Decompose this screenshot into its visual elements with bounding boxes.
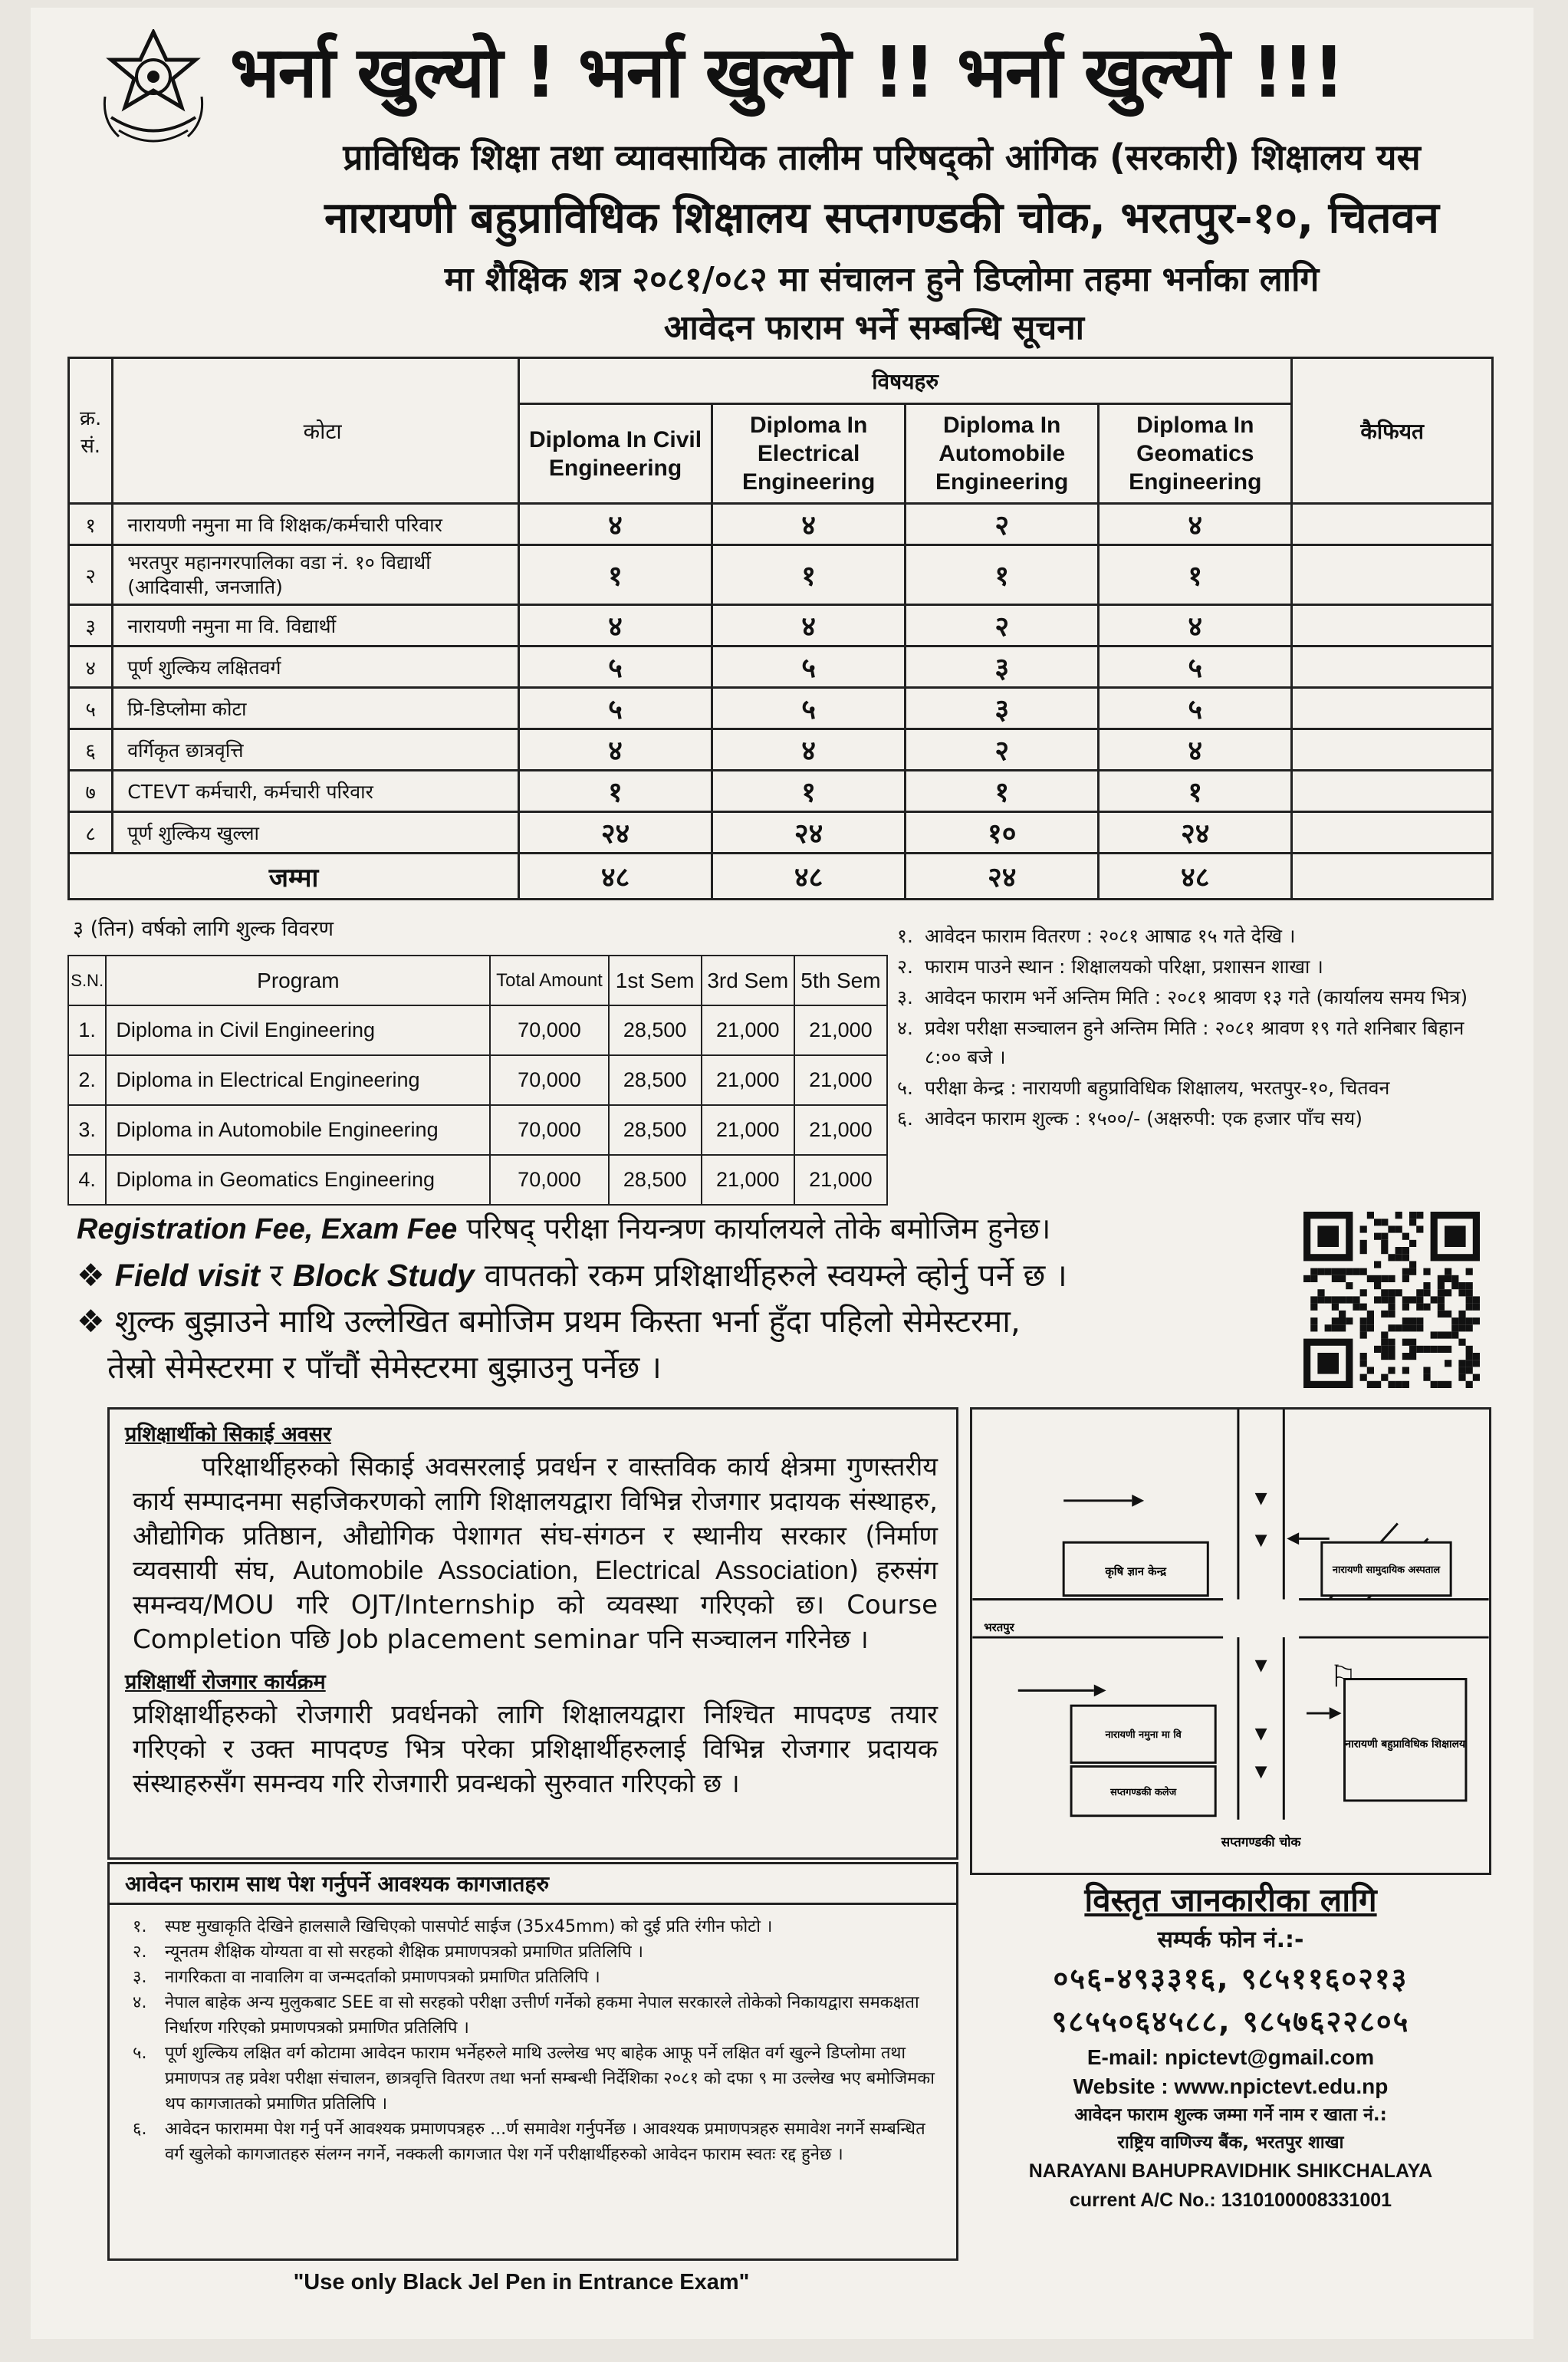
fee-col-sem5: 5th Sem	[794, 956, 887, 1005]
seat-count: १	[519, 771, 712, 812]
remarks-cell	[1292, 545, 1493, 605]
seat-count: १	[1099, 545, 1292, 605]
seat-count: १	[712, 545, 906, 605]
remarks-cell	[1292, 605, 1493, 646]
row-sn: ७	[69, 771, 113, 812]
fee-table-title: ३ (तिन) वर्षको लागि शुल्क विवरण	[73, 917, 334, 941]
required-documents-heading: आवेदन फाराम साथ पेश गर्नुपर्ने आवश्यक कागजातहरु	[110, 1864, 956, 1905]
seat-count: १	[1099, 771, 1292, 812]
saptagandaki-college-label: सप्तगण्डकी कलेज	[1110, 1787, 1177, 1799]
remarks-cell	[1292, 771, 1493, 812]
remarks-cell	[1292, 854, 1493, 900]
flag-icon: ⚐	[1329, 1659, 1357, 1695]
notice-subject: आवेदन फाराम भर्ने सम्बन्धि सूचना	[663, 308, 1085, 347]
row-quota: नारायणी नमुना मा वि शिक्षक/कर्मचारी परिवार	[113, 504, 519, 545]
quota-table	[67, 357, 1494, 900]
notice-sheet	[31, 8, 1533, 2339]
list-item	[897, 1014, 1495, 1072]
fee-sem1: 28,500	[609, 1055, 702, 1105]
fee-sn: 1.	[68, 1005, 106, 1055]
item-number: १.	[133, 1917, 147, 1936]
remarks-cell	[1292, 812, 1493, 854]
item-number: २.	[897, 956, 913, 978]
seat-count: ५	[519, 688, 712, 729]
registration-fee-text: परिषद् परीक्षा नियन्त्रण कार्यालयले तोके बमोजिम हुनेछ।	[457, 1212, 1051, 1245]
footer-note: "Use only Black Jel Pen in Entrance Exam"	[293, 2270, 750, 2295]
seat-count: २	[906, 504, 1099, 545]
fee-col-total: Total Amount	[490, 956, 608, 1005]
fee-total: 70,000	[490, 1155, 608, 1205]
list-item	[897, 1074, 1495, 1103]
seat-count: २	[906, 729, 1099, 771]
list-item	[133, 1965, 941, 1990]
table-row	[68, 1155, 887, 1205]
table-row	[69, 504, 1493, 545]
phone-label: सम्पर्क फोन नं.:-	[1157, 1926, 1304, 1953]
list-item	[133, 1939, 941, 1965]
seat-count: ५	[712, 646, 906, 688]
fee-total: 70,000	[490, 1005, 608, 1055]
fee-total: 70,000	[490, 1055, 608, 1105]
item-number: ३.	[133, 1968, 147, 1987]
fee-sem1: 28,500	[609, 1005, 702, 1055]
item-text: परीक्षा केन्द्र : नारायणी बहुप्राविधिक शिक्षालय, भरतपुर-१०, चितवन	[925, 1077, 1390, 1099]
learning-opportunity-box	[107, 1407, 958, 1860]
location-map	[970, 1407, 1491, 1875]
list-item	[897, 922, 1495, 951]
fee-col-sem3: 3rd Sem	[702, 956, 794, 1005]
item-text: फाराम पाउने स्थान : शिक्षालयको परिक्षा, प्रशासन शाखा ।	[925, 956, 1323, 978]
col-subjects: विषयहरु	[519, 358, 1292, 404]
item-number: ६.	[133, 2120, 147, 2139]
fee-sem5: 21,000	[794, 1105, 887, 1155]
remarks-cell	[1292, 504, 1493, 545]
seat-count: १	[712, 771, 906, 812]
list-item	[897, 983, 1495, 1012]
seat-count: १	[906, 771, 1099, 812]
table-row	[69, 605, 1493, 646]
email-text: E-mail: npictevt@gmail.com	[1086, 2045, 1375, 2069]
fee-total: 70,000	[490, 1105, 608, 1155]
seat-count: ४	[1099, 504, 1292, 545]
qr-code-icon	[1303, 1212, 1480, 1388]
item-text: आवेदन फाराम भर्ने अन्तिम मिति : २०८१ श्रावण १३ गते (कार्यालय समय भित्र)	[925, 986, 1468, 1008]
seat-count: ४	[712, 729, 906, 771]
contact-info	[970, 1877, 1491, 2215]
row-sn: ५	[69, 688, 113, 729]
fee-col-sn: S.N.	[68, 956, 106, 1005]
item-number: ५.	[133, 2044, 147, 2063]
installment-note-line-2: तेस्रो सेमेस्टरमा र पाँचौं सेमेस्टरमा बुझाउनु पर्नेछ ।	[107, 1349, 662, 1386]
table-row	[69, 812, 1493, 854]
field-visit-text: वापतको रकम प्रशिक्षार्थीहरुले स्वयम्ले व्होर्नु पर्ने छ ।	[474, 1257, 1067, 1294]
fee-sem3: 21,000	[702, 1005, 794, 1055]
fee-notes	[77, 1206, 1273, 1390]
table-row	[69, 646, 1493, 688]
remarks-cell	[1292, 688, 1493, 729]
field-visit-note	[77, 1252, 1273, 1298]
item-text: प्रवेश परीक्षा सञ्चालन हुने अन्तिम मिति : २०८१ श्रावण १९ गते शनिबार बिहान ८:०० बजे ।	[925, 1017, 1464, 1068]
learning-opportunity-heading: प्रशिक्षार्थीको सिकाई अवसर	[125, 1423, 332, 1446]
item-text: न्यूनतम शैक्षिक योग्यता वा सो सरहको शैक्षिक प्रमाणपत्रको प्रमाणित प्रतिलिपि ।	[165, 1943, 643, 1962]
col-quota: कोटा	[113, 358, 519, 504]
fee-sem5: 21,000	[794, 1005, 887, 1055]
diamond-bullet-icon: ❖	[77, 1257, 115, 1294]
account-note: आवेदन फाराम शुल्क जम्मा गर्ने नाम र खाता नं.:	[1074, 2105, 1387, 2125]
list-item	[133, 1914, 941, 1939]
row-quota: CTEVT कर्मचारी, कर्मचारी परिवार	[113, 771, 519, 812]
fee-program: Diploma in Automobile Engineering	[106, 1105, 490, 1155]
fee-program: Diploma in Electrical Engineering	[106, 1055, 490, 1105]
row-sn: ८	[69, 812, 113, 854]
seat-count: ४	[519, 605, 712, 646]
documents-list	[110, 1905, 956, 2167]
row-quota: वर्गिकृत छात्रवृत्ति	[113, 729, 519, 771]
polytechnic-label: नारायणी बहुप्राविधिक शिक्षालय	[1345, 1738, 1466, 1751]
seat-count: ५	[1099, 646, 1292, 688]
total-count: २४	[906, 854, 1099, 900]
row-sn: १	[69, 504, 113, 545]
seat-count: २४	[1099, 812, 1292, 854]
program-head-geomatics: Diploma In Geomatics Engineering	[1099, 404, 1292, 504]
header-line-1: प्राविधिक शिक्षा तथा व्यावसायिक तालीम परिषद्को आंगिक (सरकारी) शिक्षालय यस	[343, 137, 1421, 178]
bank-name: राष्ट्रिय वाणिज्य बैंक, भरतपुर शाखा	[1117, 2133, 1344, 2153]
item-text: नेपाल बाहेक अन्य मुलुकबाट SEE वा सो सरहको परीक्षा उत्तीर्ण गर्नेको हकमा नेपाल सरकारले तोकेको निकायद्वारा समकक्षता निर्धारण गरिएको प्रमाणपत्रको प्रमाणित प्रतिलिपि ।	[165, 1993, 919, 2038]
government-emblem-icon	[96, 29, 211, 160]
fee-program: Diploma in Geomatics Engineering	[106, 1155, 490, 1205]
employment-program-text: प्रशिक्षार्थीहरुको रोजगारी प्रवर्धनको लागि शिक्षालयद्वारा निश्चित मापदण्ड तयार गरिएको र उक्त मापदण्ड भित्र परेका प्रशिक्षार्थीहरुलाई विभिन्न रोजगार प्रदायक संस्थाहरुसँग समन्वय गरि रोजगारी प्रवन्धको सुरुवात गरिएको छ ।	[133, 1699, 938, 1799]
total-row	[69, 854, 1493, 900]
seat-count: ५	[519, 646, 712, 688]
fee-sem3: 21,000	[702, 1055, 794, 1105]
fee-sn: 4.	[68, 1155, 106, 1205]
item-text: नागरिकता वा नावालिग वा जन्मदर्ताको प्रमाणपत्रको प्रमाणित प्रतिलिपि ।	[165, 1968, 600, 1987]
institution-name: नारायणी बहुप्राविधिक शिक्षालय सप्तगण्डकी चोक, भरतपुर-१०, चितवन	[324, 193, 1439, 243]
row-sn: २	[69, 545, 113, 605]
admission-schedule-list	[897, 922, 1495, 1135]
item-text: आवेदन फाराम शुल्क : १५००/- (अक्षरुपी: एक हजार पाँच सय)	[925, 1107, 1363, 1130]
registration-fee-label: Registration Fee, Exam Fee	[77, 1213, 458, 1245]
row-quota: पूर्ण शुल्किय लक्षितवर्ग	[113, 646, 519, 688]
list-item	[897, 952, 1495, 982]
seat-count: ४	[712, 605, 906, 646]
row-quota: भरतपुर महानगरपालिका वडा नं. १० विद्यार्थी (आदिवासी, जनजाति)	[113, 545, 519, 605]
table-row	[69, 545, 1493, 605]
fee-sem1: 28,500	[609, 1155, 702, 1205]
row-quota: प्रि-डिप्लोमा कोटा	[113, 688, 519, 729]
fee-sn: 2.	[68, 1055, 106, 1105]
account-name: NARAYANI BAHUPRAVIDHIK SHIKCHALAYA	[1028, 2160, 1433, 2182]
chowk-label: सप्तगण्डकी चोक	[1221, 1834, 1301, 1850]
seat-count: ४	[712, 504, 906, 545]
contact-title: विस्तृत जानकारीका लागि	[1084, 1881, 1377, 1919]
fee-table	[67, 955, 888, 1206]
item-text: आवेदन फाराममा पेश गर्नु पर्ने आवश्यक प्रमाणपत्रहरु ...र्ण समावेश गर्नुपर्नेछ । आवश्यक प्रमाणपत्रहरु समावेश नगर्ने सम्बन्धित वर्ग खुलेको कागजातहरु संलग्न नगर्ने, नक्कली कागजात पेश गर्ने परीक्षार्थीहरुको आवेदन फाराम स्वतः रद्द हुनेछ ।	[165, 2120, 925, 2164]
seat-count: ४	[1099, 605, 1292, 646]
row-sn: ३	[69, 605, 113, 646]
remarks-cell	[1292, 729, 1493, 771]
seat-count: १	[906, 545, 1099, 605]
item-number: ४.	[897, 1017, 913, 1039]
krishi-label: कृषि ज्ञान केन्द्र	[1105, 1564, 1167, 1578]
table-row	[68, 1105, 887, 1155]
seat-count: ४	[519, 504, 712, 545]
fee-col-sem1: 1st Sem	[609, 956, 702, 1005]
row-sn: ६	[69, 729, 113, 771]
row-quota: नारायणी नमुना मा वि. विद्यार्थी	[113, 605, 519, 646]
total-count: ४८	[712, 854, 906, 900]
opp-text-part-3: ) हरुसंग समन्वय/MOU गरि OJT/Internship को व्यवस्था गरिएको छ। Course Completion पछि Job placement seminar पनि सञ्चालन गरिनेछ ।	[133, 1555, 938, 1655]
program-head-automobile: Diploma In Automobile Engineering	[906, 404, 1099, 504]
phone-numbers-2: ९८५५०६४५८८, ९८५७६२२८०५	[1051, 2005, 1410, 2038]
item-text: स्पष्ट मुखाकृति देखिने हालसालै खिचिएको पासपोर्ट साईज (35x45mm) को दुई प्रति रंगीन फोटो ।	[165, 1917, 773, 1936]
seat-count: १	[519, 545, 712, 605]
seat-count: ३	[906, 688, 1099, 729]
total-label: जम्मा	[69, 854, 519, 900]
list-item	[133, 2041, 941, 2117]
program-head-electrical: Diploma In Electrical Engineering	[712, 404, 906, 504]
fee-sn: 3.	[68, 1105, 106, 1155]
seat-count: २४	[519, 812, 712, 854]
employment-program-heading: प्रशिक्षार्थी रोजगार कार्यक्रम	[125, 1670, 326, 1694]
list-item	[897, 1104, 1495, 1133]
fee-program: Diploma in Civil Engineering	[106, 1005, 490, 1055]
row-quota: पूर्ण शुल्किय खुल्ला	[113, 812, 519, 854]
seat-count: १०	[906, 812, 1099, 854]
total-count: ४८	[519, 854, 712, 900]
total-count: ४८	[1099, 854, 1292, 900]
fee-sem5: 21,000	[794, 1155, 887, 1205]
fee-sem3: 21,000	[702, 1105, 794, 1155]
narayani-school-label: नारायणी नमुना मा वि	[1105, 1729, 1182, 1741]
item-number: ४.	[133, 1993, 147, 2012]
phone-numbers-1: ०५६-४९३३१६, ९८५११६०२१३	[1053, 1962, 1409, 1995]
registration-fee-note	[77, 1206, 1273, 1252]
opp-text-part-2: Automobile Association, Electrical Association	[293, 1556, 849, 1585]
account-number: current A/C No.: 1310100008331001	[1069, 2189, 1392, 2211]
table-row	[69, 771, 1493, 812]
list-item	[133, 2117, 941, 2167]
installment-note-line-1: ❖ शुल्क बुझाउने माथि उल्लेखित बमोजिम प्रथम किस्ता भर्ना हुँदा पहिलो सेमेस्टरमा,	[77, 1303, 1021, 1340]
required-documents-box	[107, 1862, 958, 2261]
seat-count: ५	[712, 688, 906, 729]
list-item	[133, 1990, 941, 2041]
seat-count: ४	[519, 729, 712, 771]
conjunction: र	[259, 1257, 293, 1294]
learning-opportunity-text	[110, 1450, 956, 1657]
item-number: १.	[897, 925, 913, 947]
program-head-civil: Diploma In Civil Engineering	[519, 404, 712, 504]
table-row	[68, 1005, 887, 1055]
seat-count: ४	[1099, 729, 1292, 771]
item-number: ६.	[897, 1107, 913, 1130]
remarks-cell	[1292, 646, 1493, 688]
opp-text-part-1: परिक्षार्थीहरुको सिकाई अवसरलाई प्रवर्धन र वास्तविक कार्य क्षेत्रमा गुणस्तरीय कार्य सम्पादनमा सहजिकरणको लागि शिक्षालयद्वारा विभिन्न रोजगार प्रदायक संस्थाहरु, औद्योगिक प्रतिष्ठान, औद्योगिक पेशागत संघ-संगठन र स्थानीय सरकार (निर्माण व्यवसायी संघ,	[133, 1452, 938, 1586]
item-number: २.	[133, 1943, 147, 1962]
item-number: ५.	[897, 1077, 913, 1099]
col-remarks: कैफियत	[1292, 358, 1493, 504]
seat-count: ५	[1099, 688, 1292, 729]
fee-sem1: 28,500	[609, 1105, 702, 1155]
item-text: पूर्ण शुल्किय लक्षित वर्ग कोटामा आवेदन फाराम भर्नेहरुले माथि उल्लेख भए बाहेक आफू पर्ने लक्षित वर्ग खुल्ने डिप्लोमा तथा प्रमाणपत्र तह प्रवेश परीक्षा संचालन, छात्रवृत्ति वितरण तथा भर्ना सम्बन्धी निर्देशिका २०८१ को दफा ९ मा उल्लेख भए बमोजिमका थप कागजातको प्रमाणित प्रतिलिपि ।	[165, 2044, 935, 2114]
table-row	[69, 688, 1493, 729]
row-sn: ४	[69, 646, 113, 688]
header-line-3: मा शैक्षिक शत्र २०८१/०८२ मा संचालन हुने डिप्लोमा तहमा भर्नाका लागि	[444, 260, 1320, 299]
seat-count: २४	[712, 812, 906, 854]
table-row	[68, 1055, 887, 1105]
fee-sem3: 21,000	[702, 1155, 794, 1205]
fee-col-program: Program	[106, 956, 490, 1005]
seat-count: २	[906, 605, 1099, 646]
website-text: Website : www.npictevt.edu.np	[1073, 2074, 1389, 2098]
item-number: ३.	[897, 986, 913, 1008]
bharatpur-label: भरतपुर	[984, 1620, 1014, 1635]
admission-open-title: भर्ना खुल्यो ! भर्ना खुल्यो !! भर्ना खुल्यो !!!	[230, 31, 1344, 113]
hospital-label: नारायणी सामुदायिक अस्पताल	[1332, 1564, 1441, 1576]
block-study-label: Block Study	[292, 1258, 475, 1293]
seat-count: ३	[906, 646, 1099, 688]
field-visit-label: Field visit	[114, 1258, 260, 1293]
table-row	[69, 729, 1493, 771]
fee-sem5: 21,000	[794, 1055, 887, 1105]
col-sn: क्र. सं.	[69, 358, 113, 504]
item-text: आवेदन फाराम वितरण : २०८१ आषाढ १५ गते देखि ।	[925, 925, 1296, 947]
